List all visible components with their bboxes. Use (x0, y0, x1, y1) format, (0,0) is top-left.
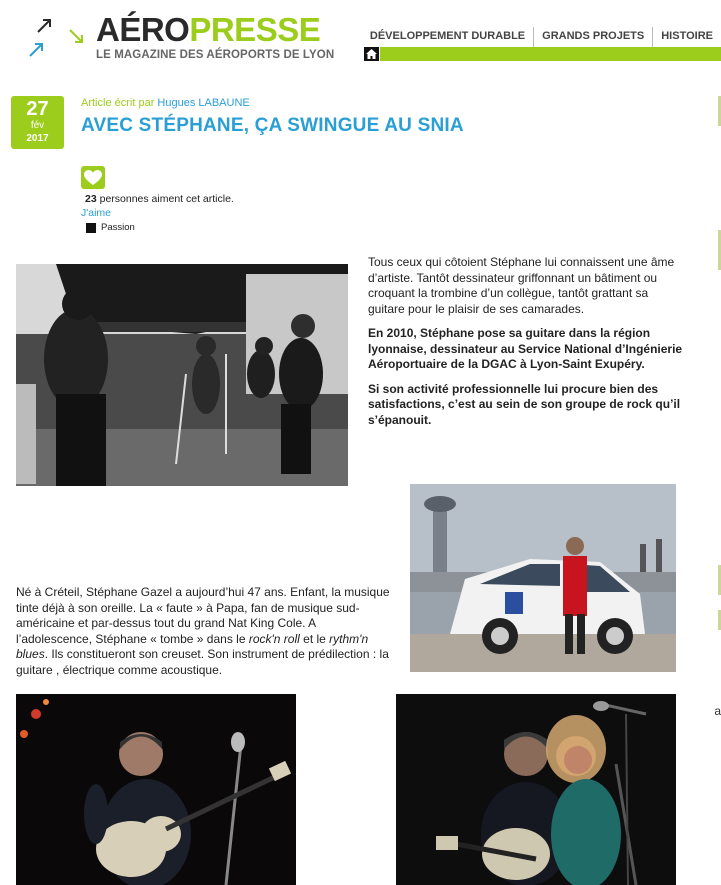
bio-part3: . Ils constitueront son creuset. Son instrument de prédilection : la guitare , électrique comme acoustique. (16, 647, 389, 677)
article-title: AVEC STÉPHANE, ÇA SWINGUE AU SNIA (81, 115, 464, 136)
like-count (85, 193, 234, 205)
home-button[interactable] (364, 47, 379, 61)
photo-guitarist-stage (16, 694, 296, 885)
byline (81, 97, 250, 109)
site-logo[interactable] (96, 12, 320, 48)
nav-accent-bar (380, 47, 721, 61)
home-icon (366, 49, 377, 59)
photo-band-stage (16, 264, 348, 486)
byline-prefix: Article écrit par (81, 97, 155, 109)
paragraph-2010: En 2010, Stéphane pose sa guitare dans la région lyonnaise, dessinateur au Service National d’Ingénierie Aéroportuaire de la DGAC à Lyon-Saint Exupéry. (368, 326, 683, 371)
tag-square-icon (86, 223, 96, 233)
like-button[interactable] (81, 166, 105, 189)
logo-title-part2: PRESSE (189, 11, 321, 48)
bio-part1: Né à Créteil, Stéphane Gazel a aujourd’hui 47 ans. Enfant, la musique tinte déjà à son oreille. La « faute » à Papa, fan de musique sud-américaine et par-dessus tout du grand Nat King Cole. A l’adolescence, Stéphane « tombe » dans le (16, 585, 390, 646)
category-tag[interactable] (86, 222, 135, 233)
main-nav (364, 27, 721, 47)
date-month: fév (30, 120, 45, 131)
logo-arrows-icon (26, 18, 88, 58)
bio-italic-rythmnblues: rythm'n blues (16, 631, 369, 661)
edge-text-fragment: a (714, 704, 721, 718)
paragraph-intro: Tous ceux qui côtoient Stéphane lui connaissent une âme d’artiste. Tantôt dessinateur griffonnant un bâtiment ou croquant la trombine d’un collègue, tantôt grattant sa guitare pour le plaisir de ses camarades. (368, 255, 675, 316)
date-day: 27 (26, 98, 49, 120)
nav-developpement-durable[interactable]: DÉVELOPPEMENT DURABLE (369, 30, 526, 42)
author-link[interactable]: Hugues LABAUNE (157, 97, 250, 109)
jaime-link[interactable]: J'aime (81, 207, 112, 219)
intro-text-block (368, 255, 686, 437)
photo-guitarist-singer (396, 694, 676, 885)
photo-car-control-tower (410, 484, 676, 672)
bio-italic-rocknroll: rock'n roll (248, 631, 300, 646)
biography-text-block (16, 585, 394, 678)
tag-label: Passion (101, 222, 135, 233)
logo-subtitle: LE MAGAZINE DES AÉROPORTS DE LYON (96, 49, 335, 61)
paragraph-biography (16, 585, 394, 678)
heart-icon (84, 170, 102, 186)
like-count-text: personnes aiment cet article. (99, 193, 234, 205)
paragraph-rock-group: Si son activité professionnelle lui procure bien des satisfactions, c’est au sein de son groupe de rock qu’il s’épanouit. (368, 381, 681, 427)
like-count-number: 23 (85, 193, 97, 205)
nav-grands-projets[interactable]: GRANDS PROJETS (533, 27, 652, 47)
date-badge (11, 96, 64, 149)
bio-part2: et le (299, 631, 330, 646)
date-year: 2017 (26, 133, 49, 144)
nav-histoire[interactable]: HISTOIRE (652, 27, 721, 47)
logo-title-part1: AÉRO (96, 11, 190, 48)
